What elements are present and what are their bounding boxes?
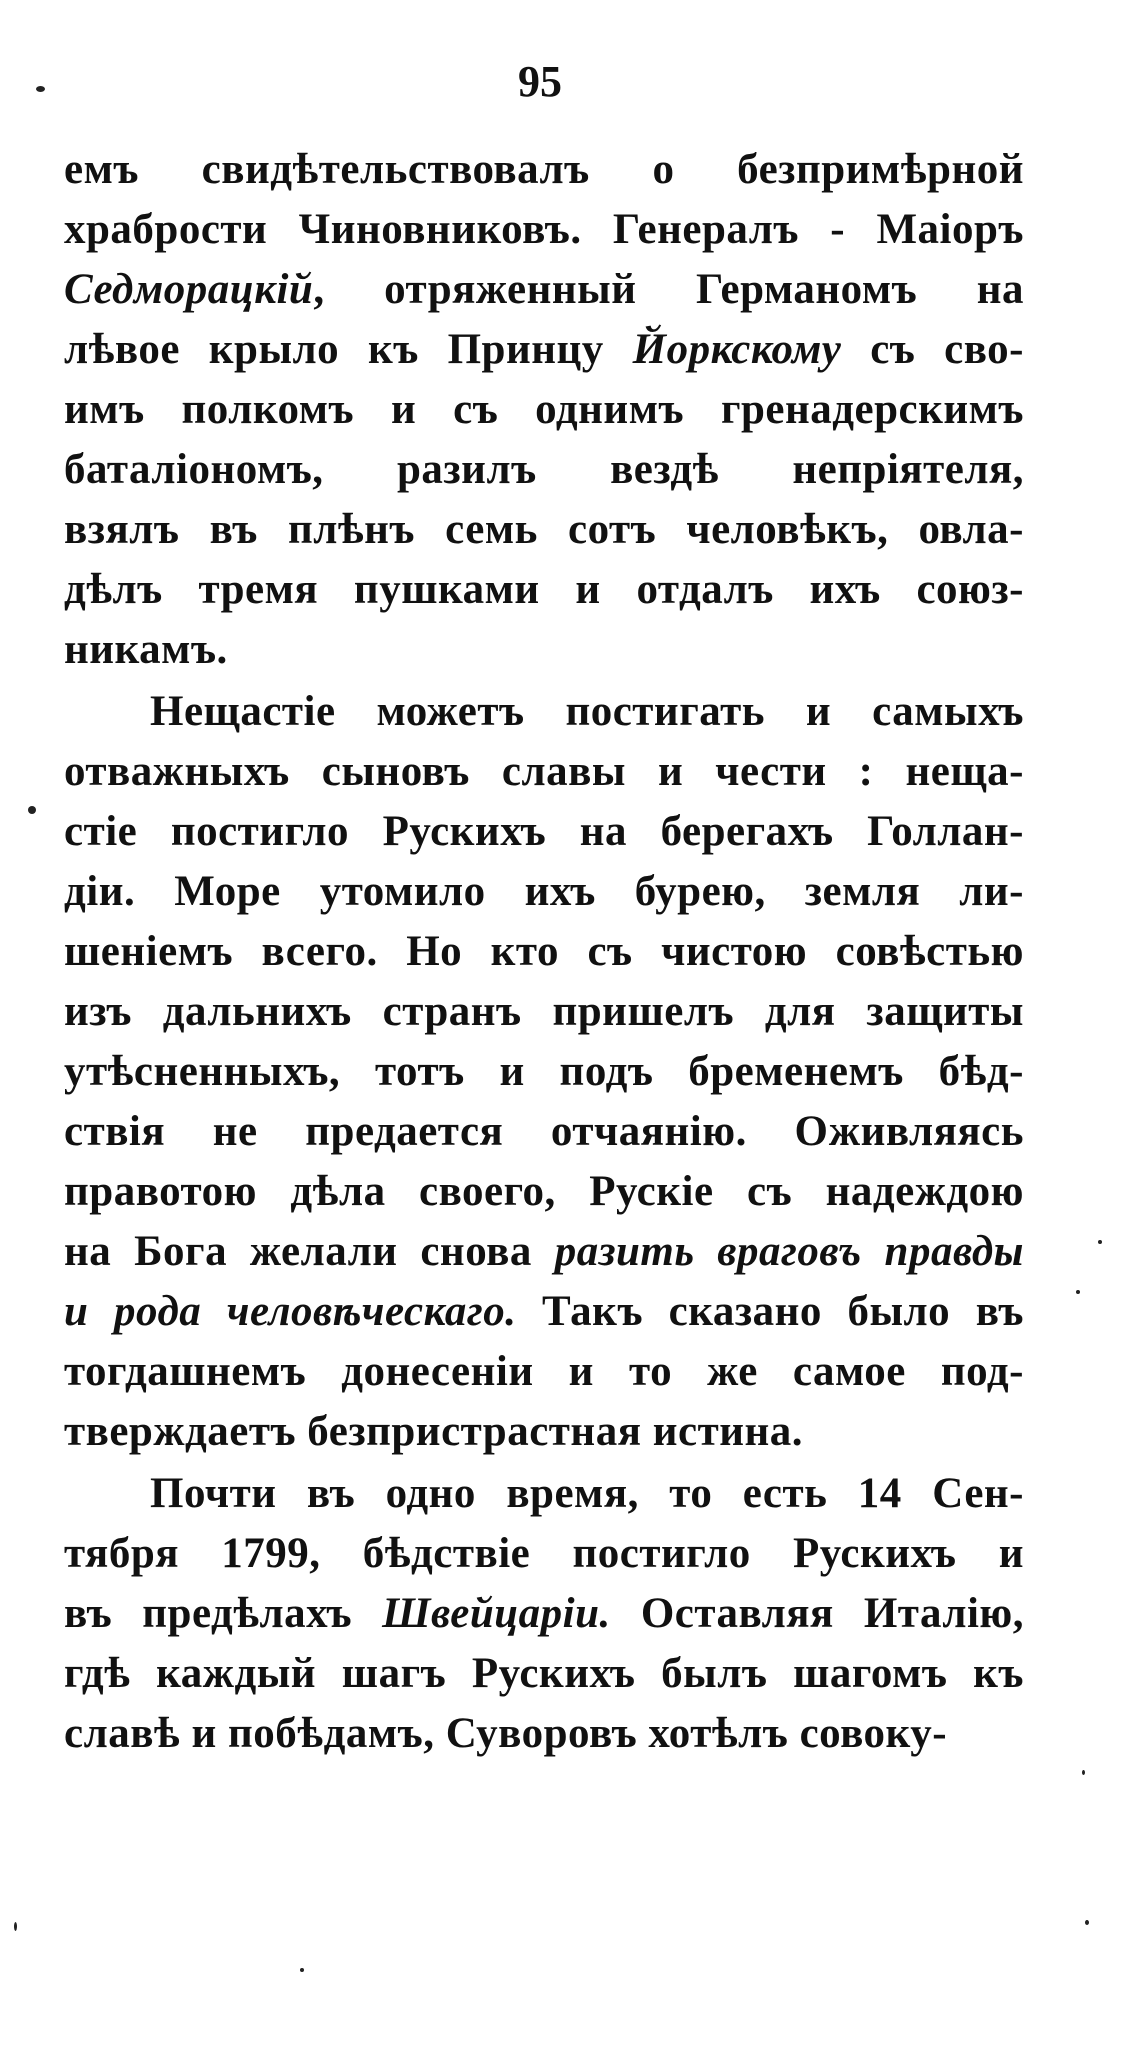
text-span: , отряженный Германомъ на [313,266,1024,313]
text-line [64,1524,1024,1584]
text-span: тверждаетъ безпристрастная истина. [64,1408,803,1455]
text-line [64,922,1024,982]
text-line [64,1704,1024,1764]
scan-speck [300,1968,304,1972]
italic-text: разить враговъ правды [554,1228,1025,1275]
text-line [64,862,1024,922]
text-span: шеніемъ всего. Но кто съ чистою совѣстью [64,928,1024,975]
text-span: имъ полкомъ и съ однимъ гренадерскимъ [64,386,1024,433]
text-span: тября 1799, бѣдствіе постигло Рускихъ и [64,1530,1024,1577]
text-span: стіе постигло Рускихъ на берегахъ Голлан- [64,808,1024,855]
scan-speck [1076,1290,1080,1294]
text-line [64,260,1024,320]
text-line [64,1584,1024,1644]
text-line [64,1162,1024,1222]
text-span: славѣ и побѣдамъ, Суворовъ хотѣлъ совоку- [64,1710,948,1757]
text-line [64,200,1024,260]
text-line [64,620,1024,680]
text-span: гдѣ каждый шагъ Рускихъ былъ шагомъ къ [64,1650,1024,1697]
text-line [64,320,1024,380]
text-line [64,982,1024,1042]
text-span: Нещастіе можетъ постигать и самыхъ [150,688,1024,735]
page-number: 95 [518,57,562,106]
text-span: въ предѣлахъ [64,1590,383,1637]
text-line [64,140,1024,200]
italic-text: Швейцаріи. [382,1590,611,1637]
text-span: взялъ въ плѣнъ семь сотъ человѣкъ, овла- [64,506,1024,553]
text-span: Оставляя Италію, [610,1590,1025,1637]
scan-speck [36,86,45,92]
text-line [64,1464,1024,1524]
text-line [64,1402,1024,1462]
text-span: отважныхъ сыновъ славы и чести : неща- [64,748,1024,795]
text-line [64,742,1024,802]
text-line [64,1102,1024,1162]
text-span: правотою дѣла своего, Рускіе съ надеждою [64,1168,1024,1215]
text-span: Почти въ одно время, то есть 14 Сен- [150,1470,1024,1517]
text-span: утѣсненныхъ, тотъ и подъ бременемъ бѣд- [64,1048,1024,1095]
text-span: дѣлъ тремя пушками и отдалъ ихъ союз- [64,566,1024,613]
text-span: храбрости Чиновниковъ. Генералъ - Маіоръ [64,206,1024,253]
text-line [64,440,1024,500]
text-span: ствія не предается отчаянію. Оживляясь [64,1108,1024,1155]
text-span: никамъ. [64,626,228,673]
text-line [64,560,1024,620]
scan-speck [1098,1240,1102,1244]
italic-text: Йоркскому [632,326,842,373]
text-span: Такъ сказано было въ [516,1288,1024,1335]
italic-text: и рода человѣческаго. [64,1288,517,1335]
scan-speck [14,1922,17,1931]
text-span: изъ дальнихъ странъ пришелъ для защиты [64,988,1024,1035]
text-line [64,802,1024,862]
text-line [64,380,1024,440]
italic-text: Седморацкій [64,266,314,313]
text-line [64,1282,1024,1342]
text-span: тогдашнемъ донесеніи и то же самое под- [64,1348,1024,1395]
text-line [64,1042,1024,1102]
text-span: лѣвое крыло къ Принцу [64,326,633,373]
scan-speck [28,806,36,814]
body-text [64,140,1024,1764]
scan-speck [1085,1920,1089,1925]
text-line [64,1644,1024,1704]
text-line [64,500,1024,560]
text-span: емъ свидѣтельствовалъ о безпримѣрной [64,146,1024,193]
text-span: баталіономъ, разилъ вездѣ непріятеля, [64,446,1024,493]
text-span: діи. Море утомило ихъ бурею, земля ли- [64,868,1024,915]
scan-speck [1082,1770,1085,1775]
text-line [64,1342,1024,1402]
text-line [64,1222,1024,1282]
text-line [64,682,1024,742]
text-span: на Бога желали снова [64,1228,555,1275]
text-span: съ сво- [841,326,1024,373]
